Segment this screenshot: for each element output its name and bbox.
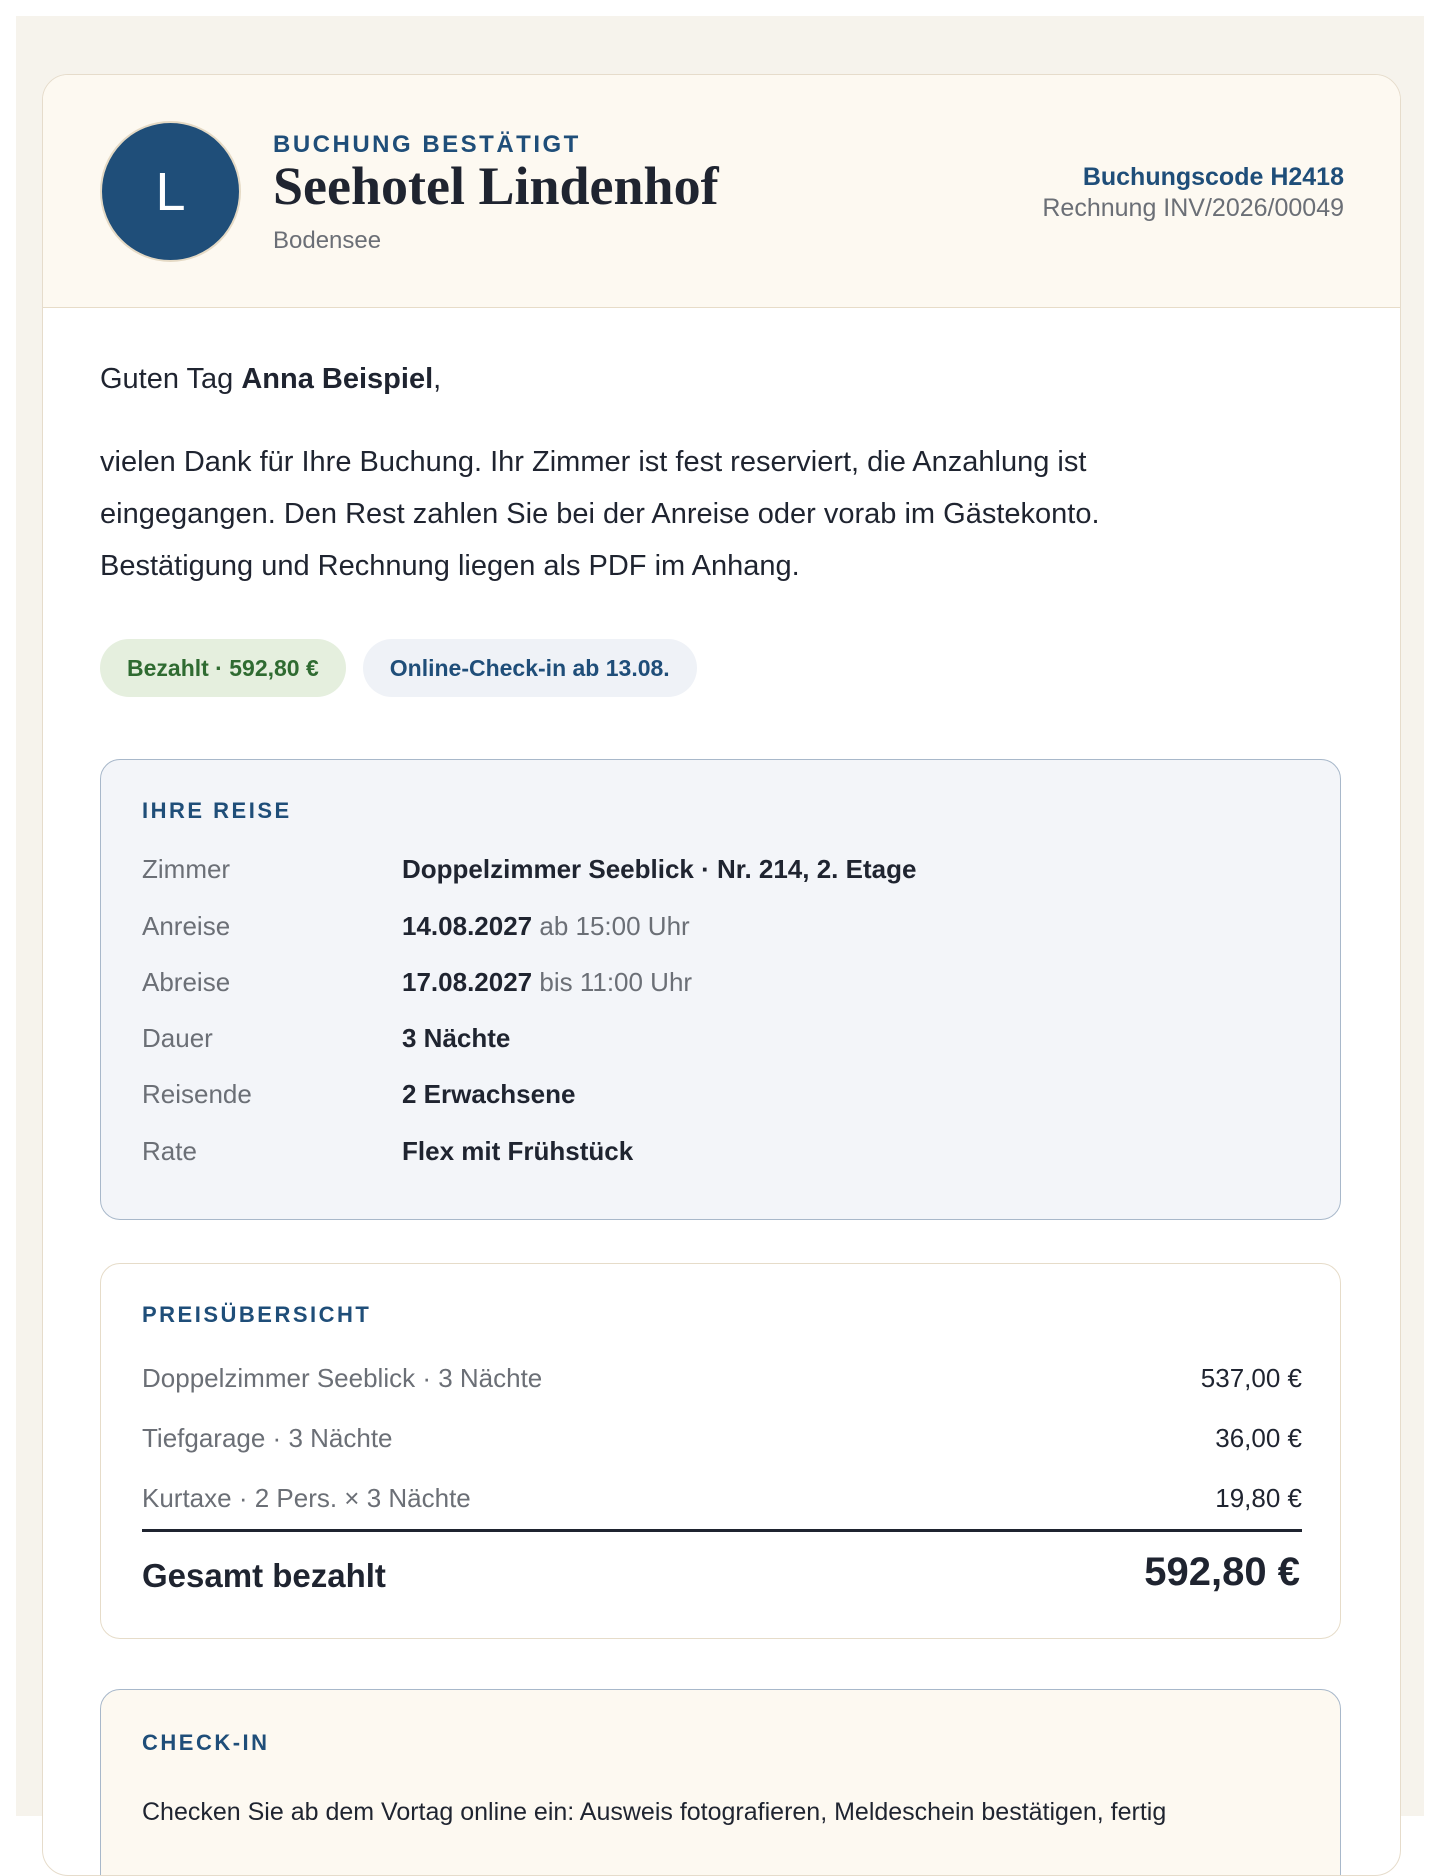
checkin-badge: Online-Check-in ab 13.08. bbox=[363, 639, 697, 697]
trip-value: Flex mit Frühstück bbox=[402, 1136, 634, 1166]
price-label: Kurtaxe · 2 Pers. × 3 Nächte bbox=[142, 1483, 471, 1513]
total-divider bbox=[142, 1529, 1302, 1532]
price-label: Tiefgarage · 3 Nächte bbox=[142, 1423, 393, 1453]
price-amount: 19,80 € bbox=[1215, 1483, 1302, 1513]
trip-row bbox=[142, 1136, 633, 1167]
booking-header bbox=[43, 75, 1400, 308]
booking-code: Buchungscode H2418 bbox=[1082, 163, 1344, 191]
price-amount: 537,00 € bbox=[1200, 1363, 1302, 1393]
trip-label: Rate bbox=[142, 1136, 197, 1166]
trip-row bbox=[142, 911, 690, 942]
trip-row bbox=[142, 854, 916, 885]
price-title: PREISÜBERSICHT bbox=[142, 1302, 372, 1327]
trip-value-extra: ab 15:00 Uhr bbox=[532, 911, 690, 941]
hotel-logo: L bbox=[100, 121, 241, 262]
trip-row bbox=[142, 1079, 575, 1110]
greeting-prefix: Guten Tag bbox=[100, 363, 242, 395]
intro-text: vielen Dank für Ihre Buchung. Ihr Zimmer ist fest reserviert, die Anzahlung ist eingegangen. Den Rest zahlen Sie bei der Anreise oder vorab im Gästekonto. Bestätigung und Rechnung liegen als PDF im Anhang. bbox=[100, 446, 1100, 582]
guest-name: Anna Beispiel bbox=[241, 363, 434, 395]
trip-label: Zimmer bbox=[142, 854, 231, 884]
booking-codes bbox=[1042, 161, 1344, 223]
checkin-box bbox=[100, 1689, 1341, 1876]
page-background bbox=[16, 16, 1424, 1826]
greeting bbox=[100, 363, 441, 396]
price-row bbox=[142, 1423, 1302, 1454]
price-row bbox=[142, 1363, 1302, 1394]
price-box bbox=[100, 1263, 1341, 1639]
email-card bbox=[42, 74, 1401, 1876]
trip-value: 2 Erwachsene bbox=[402, 1079, 576, 1109]
hotel-name: Seehotel Lindenhof bbox=[273, 156, 719, 216]
total-label: Gesamt bezahlt bbox=[142, 1557, 386, 1594]
checkin-text: Checken Sie ab dem Vortag online ein: Ausweis fotografieren, Meldeschein bestätigen, fertig bbox=[142, 1798, 1167, 1826]
confirmation-kicker: BUCHUNG BESTÄTIGT bbox=[273, 131, 581, 158]
trip-value: 3 Nächte bbox=[402, 1023, 511, 1053]
trip-row bbox=[142, 1023, 510, 1054]
trip-label: Reisende bbox=[142, 1079, 252, 1109]
total-amount: 592,80 € bbox=[1144, 1550, 1300, 1594]
price-row bbox=[142, 1483, 1302, 1514]
paid-badge: Bezahlt · 592,80 € bbox=[100, 639, 346, 697]
trip-value: 14.08.2027 bbox=[402, 911, 533, 941]
trip-label: Abreise bbox=[142, 967, 231, 997]
invoice-number: Rechnung INV/2026/00049 bbox=[1042, 194, 1344, 222]
checkin-title: CHECK-IN bbox=[142, 1730, 270, 1755]
status-badges bbox=[100, 639, 697, 697]
price-label: Doppelzimmer Seeblick · 3 Nächte bbox=[142, 1363, 543, 1393]
greeting-suffix: , bbox=[433, 363, 442, 395]
trip-row bbox=[142, 967, 692, 998]
hotel-region: Bodensee bbox=[273, 227, 382, 254]
trip-value-extra: bis 11:00 Uhr bbox=[532, 967, 693, 997]
trip-label: Dauer bbox=[142, 1023, 213, 1053]
price-amount: 36,00 € bbox=[1215, 1423, 1302, 1453]
trip-label: Anreise bbox=[142, 911, 231, 941]
trip-title: IHRE REISE bbox=[142, 798, 292, 823]
trip-value: Doppelzimmer Seeblick · Nr. 214, 2. Etage bbox=[402, 854, 917, 884]
trip-box bbox=[100, 759, 1341, 1220]
trip-value: 17.08.2027 bbox=[402, 967, 533, 997]
